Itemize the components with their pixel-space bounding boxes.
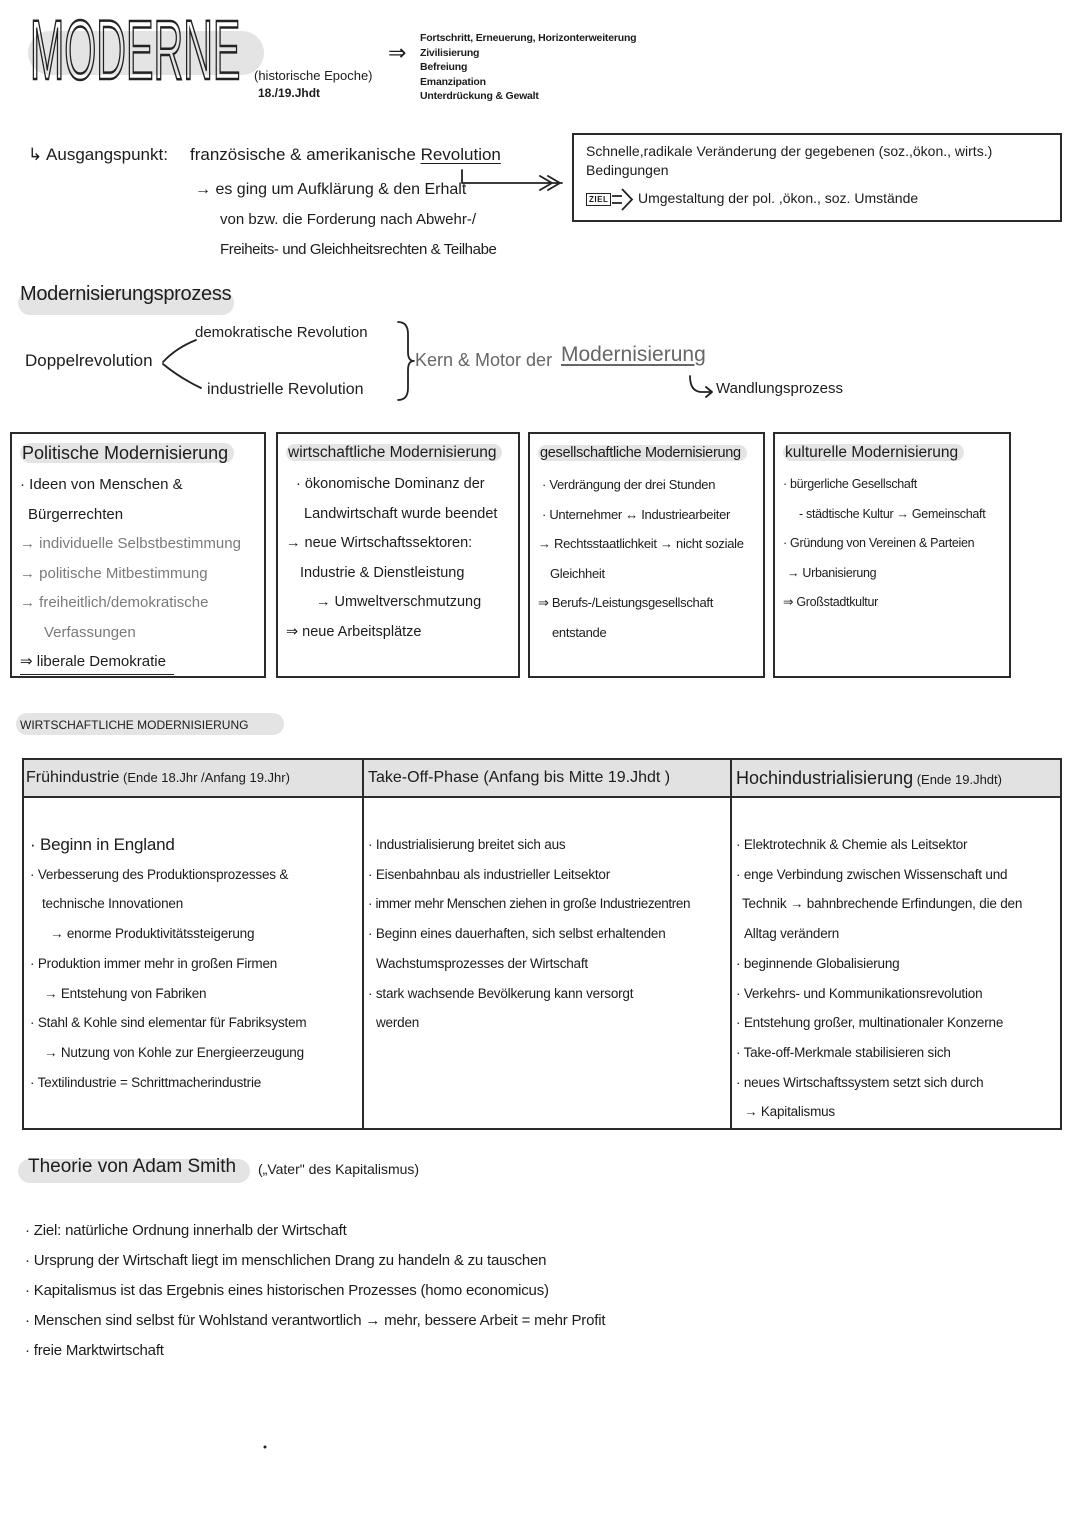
table-cell-line: → Kapitalismus bbox=[744, 1104, 835, 1120]
table-cell-line: · beginnende Globalisierung bbox=[736, 955, 900, 971]
ausgangspunkt-line: → es ging um Aufklärung & den Erhalt bbox=[195, 181, 467, 198]
aspect-lines bbox=[538, 470, 759, 647]
table-header-hochindustrialisierung bbox=[736, 766, 1002, 792]
table-cell-line: · Entstehung großer, multinationaler Konzerne bbox=[736, 1015, 1004, 1031]
table-header-take-off bbox=[368, 766, 670, 790]
table-cell-line: Wachstumsprozesses der Wirtschaft bbox=[376, 955, 588, 971]
ziel-text: Umgestaltung der pol. ,ökon., soz. Umstände bbox=[638, 190, 919, 206]
aspect-lines bbox=[783, 470, 1005, 618]
keyword-item: Befreiung bbox=[420, 61, 468, 73]
aspect-line: · Ideen von Menschen & bbox=[20, 476, 183, 493]
definition-line: Bedingungen bbox=[586, 162, 669, 178]
aspect-line: Industrie & Dienstleistung bbox=[300, 564, 465, 581]
aspect-line: · ökonomische Dominanz der bbox=[296, 476, 485, 492]
aspect-line: → Umweltverschmutzung bbox=[316, 594, 482, 610]
aspect-line: → Urbanisierung bbox=[787, 565, 877, 580]
aspect-line: Bürgerrechten bbox=[28, 505, 124, 523]
phase-name: Hochindustrialisierung bbox=[736, 768, 914, 788]
list-item: · Ursprung der Wirtschaft liegt im menschlichen Drang zu handeln & zu tauschen bbox=[25, 1252, 547, 1269]
aspect-box-gesellschaftlich bbox=[528, 432, 765, 678]
branch-industriell: industrielle Revolution bbox=[207, 381, 364, 398]
keyword-list bbox=[420, 31, 636, 104]
branch-up-line bbox=[163, 340, 196, 362]
table-cell-line: · Beginn eines dauerhaften, sich selbst erhaltenden bbox=[368, 926, 666, 942]
section-title-wirtschaftliche-modernisierung: WIRTSCHAFTLICHE MODERNISIERUNG bbox=[20, 718, 249, 732]
aspect-title-text: gesellschaftliche Modernisierung bbox=[538, 445, 747, 461]
aspect-line: · bürgerliche Gesellschaft bbox=[783, 477, 917, 491]
aspect-line: ⇒ Berufs-/Leistungsgesellschaft bbox=[538, 595, 714, 610]
table-cell-line: · Textilindustrie = Schrittmacherindustrie bbox=[30, 1074, 262, 1090]
ziel-tag: ZIEL bbox=[586, 193, 611, 206]
aspect-line: · Gründung von Vereinen & Parteien bbox=[783, 536, 975, 550]
kern-word: Modernisierung bbox=[561, 343, 706, 366]
adam-smith-points bbox=[25, 1216, 605, 1366]
aspect-line: → individuelle Selbstbestimmung bbox=[20, 535, 241, 552]
phase-period: (Anfang bis Mitte 19.Jhdt ) bbox=[478, 769, 671, 786]
list-item: · Menschen sind selbst für Wohlstand verantwortlich → mehr, bessere Arbeit = mehr Profit bbox=[25, 1312, 606, 1329]
aspect-line: → neue Wirtschaftssektoren: bbox=[286, 535, 473, 551]
table-cell-line: → Nutzung von Kohle zur Energieerzeugung bbox=[44, 1044, 304, 1060]
aspect-title bbox=[783, 439, 964, 467]
phase-period: (Ende 18.Jhr /Anfang 19.Jhr) bbox=[119, 770, 290, 785]
aspect-box-wirtschaftlich bbox=[276, 432, 520, 678]
aspect-line-result bbox=[20, 647, 260, 677]
aspect-line: → Rechtsstaatlichkeit → nicht soziale bbox=[538, 536, 744, 551]
table-cell-line: Alltag verändern bbox=[744, 926, 840, 942]
table-column-fruehindustrie bbox=[30, 830, 360, 1097]
table-cell-line: · immer mehr Menschen ziehen in große Industriezentren bbox=[368, 896, 691, 912]
aspect-lines bbox=[286, 470, 514, 647]
stray-dot bbox=[264, 1446, 267, 1449]
section-title-modernisierungsprozess: Modernisierungsprozess bbox=[20, 283, 232, 305]
keyword-item: Zivilisierung bbox=[420, 46, 480, 59]
section-title-adam-smith: Theorie von Adam Smith bbox=[28, 1156, 237, 1177]
ausgangspunkt-label: ↳ Ausgangspunkt: bbox=[28, 145, 168, 164]
table-cell-line: · Elektrotechnik & Chemie als Leitsektor bbox=[736, 837, 968, 852]
aspect-line: · Verdrängung der drei Stunden bbox=[542, 477, 716, 492]
table-cell-line: · neues Wirtschaftssystem setzt sich durch bbox=[736, 1074, 984, 1090]
table-cell-line: → enorme Produktivitätssteigerung bbox=[50, 926, 255, 942]
table-cell-line: · Take-off-Merkmale stabilisieren sich bbox=[736, 1044, 951, 1060]
aspect-box-kulturell bbox=[773, 432, 1011, 678]
keyword-item: Fortschritt, Erneuerung, Horizonterweiterung bbox=[420, 32, 637, 44]
revolution-word: Revolution bbox=[420, 145, 501, 164]
keyword-item: Emanzipation bbox=[420, 75, 486, 88]
aspect-line: → freiheitlich/demokratische bbox=[20, 594, 209, 611]
result-text: ⇒ liberale Demokratie bbox=[20, 650, 174, 675]
aspect-line: Gleichheit bbox=[550, 565, 605, 581]
epoch-label: (historische Epoche) bbox=[254, 68, 373, 83]
adam-smith-subtitle: („Vater" des Kapitalismus) bbox=[258, 1161, 420, 1177]
table-cell-line: · Eisenbahnbau als industrieller Leitsektor bbox=[368, 866, 611, 882]
table-cell-line: · Produktion immer mehr in großen Firmen bbox=[30, 955, 278, 971]
table-cell-line: Technik → bahnbrechende Erfindungen, die den bbox=[742, 896, 1023, 912]
doppelrevolution-label: Doppelrevolution bbox=[25, 351, 153, 370]
table-cell-line: · Verkehrs- und Kommunikationsrevolution bbox=[736, 985, 983, 1001]
phase-name: Take-Off-Phase bbox=[368, 769, 479, 786]
phase-period: (Ende 19.Jhdt) bbox=[913, 772, 1002, 787]
aspect-title bbox=[20, 439, 234, 467]
industrialization-table bbox=[22, 758, 1062, 1130]
keyword-item: Unterdrückung & Gewalt bbox=[420, 90, 539, 102]
branch-demokratisch: demokratische Revolution bbox=[195, 324, 368, 341]
phase-name: Frühindustrie bbox=[26, 769, 120, 786]
definition-box bbox=[572, 133, 1062, 222]
ziel-arrow-icon bbox=[612, 187, 636, 213]
keywords-arrow: ⇒ bbox=[388, 40, 407, 65]
page-title: MODERNE bbox=[30, 3, 241, 97]
table-cell-line: · enge Verbindung zwischen Wissenschaft und bbox=[736, 866, 1008, 882]
table-column-hochindustrialisierung bbox=[736, 830, 1056, 1127]
aspect-title-text: wirtschaftliche Modernisierung bbox=[286, 444, 502, 461]
table-cell-line: · Verbesserung des Produktionsprozesses & bbox=[30, 866, 289, 882]
revolutions-text: französische & amerikanische bbox=[190, 145, 416, 164]
aspect-line: - städtische Kultur → Gemeinschaft bbox=[799, 506, 986, 521]
aspect-title bbox=[286, 439, 502, 467]
definition-line: Schnelle,radikale Veränderung der gegebenen (soz.,ökon., wirts.) bbox=[586, 143, 993, 159]
ausgangspunkt-line: von bzw. die Forderung nach Abwehr-/ bbox=[220, 211, 476, 228]
aspect-box-politisch bbox=[10, 432, 266, 678]
table-cell-line: · Industrialisierung breitet sich aus bbox=[368, 837, 566, 852]
ausgangspunkt-revolutions bbox=[190, 145, 501, 165]
aspect-line: ⇒ neue Arbeitsplätze bbox=[286, 623, 422, 640]
column-divider bbox=[362, 760, 364, 1128]
wandlung-arrow-icon bbox=[690, 376, 712, 397]
table-cell-line: technische Innovationen bbox=[42, 896, 184, 912]
aspect-line: Verfassungen bbox=[44, 623, 136, 641]
table-column-take-off bbox=[368, 830, 728, 1038]
list-item: · Ziel: natürliche Ordnung innerhalb der Wirtschaft bbox=[25, 1222, 347, 1239]
table-cell-line: → Entstehung von Fabriken bbox=[44, 985, 207, 1001]
aspect-lines bbox=[20, 470, 260, 677]
kern-prefix: Kern & Motor der bbox=[415, 350, 553, 370]
aspect-line: ⇒ Großstadtkultur bbox=[783, 595, 878, 609]
aspect-line: · Unternehmer ↔ Industriearbeiter bbox=[542, 506, 731, 522]
table-cell-line: · Stahl & Kohle sind elementar für Fabriksystem bbox=[30, 1015, 307, 1031]
column-divider bbox=[730, 760, 732, 1128]
table-cell-line: werden bbox=[376, 1015, 420, 1031]
ausgangspunkt-line: Freiheits- und Gleichheitsrechten & Teilhabe bbox=[220, 241, 497, 258]
aspect-title-text: kulturelle Modernisierung bbox=[783, 444, 964, 461]
table-header-fruehindustrie bbox=[26, 766, 290, 790]
list-item: · Kapitalismus ist das Ergebnis eines historischen Prozesses (homo economicus) bbox=[25, 1282, 549, 1299]
wandlungsprozess-label: Wandlungsprozess bbox=[716, 380, 844, 397]
aspect-title bbox=[538, 439, 747, 467]
brace-icon bbox=[398, 322, 414, 400]
epoch-period: 18./19.Jhdt bbox=[258, 86, 321, 100]
revolution-arrow-icon bbox=[462, 170, 562, 190]
aspect-title-text: Politische Modernisierung bbox=[20, 443, 234, 463]
list-item: · freie Marktwirtschaft bbox=[25, 1342, 164, 1359]
table-cell-line: · Beginn in England bbox=[30, 835, 175, 854]
table-cell-line: · stark wachsende Bevölkerung kann versorgt bbox=[368, 985, 634, 1001]
aspect-line: → politische Mitbestimmung bbox=[20, 564, 208, 582]
aspect-line: Landwirtschaft wurde beendet bbox=[304, 505, 498, 522]
branch-down-line bbox=[163, 364, 201, 388]
aspect-line: entstande bbox=[552, 624, 607, 640]
